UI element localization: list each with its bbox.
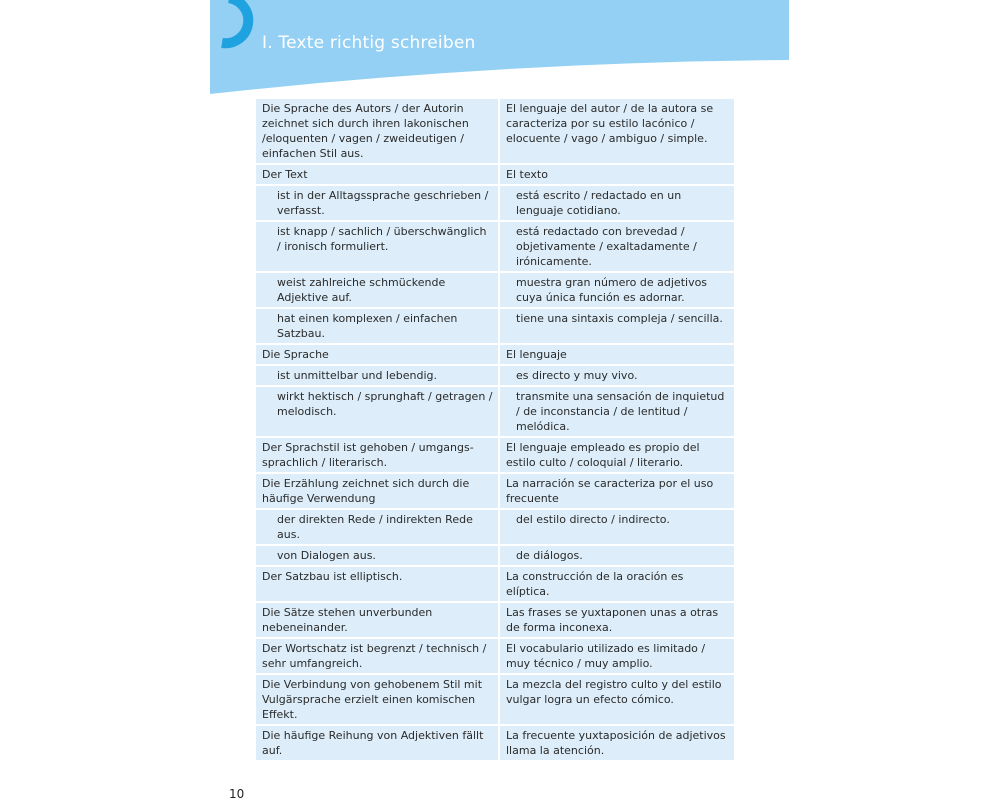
vocabulary-table [256, 99, 734, 762]
german-phrase: ist knapp / sachlich / überschwänglich / ironisch formuliert. [256, 222, 498, 271]
german-phrase: wirkt hektisch / sprunghaft / getragen / melodisch. [256, 387, 498, 436]
spanish-translation: está escrito / redactado en un lenguaje cotidiano. [500, 186, 734, 220]
table-row [256, 165, 734, 184]
spanish-translation: de diálogos. [500, 546, 734, 565]
section-title: I. Texte richtig schreiben [262, 33, 476, 53]
table-row [256, 186, 734, 220]
german-phrase: Die Verbindung von gehobenem Stil mit Vulgärsprache erzielt einen komischen Effekt. [256, 675, 498, 724]
spanish-translation: El vocabulario utilizado es limitado / muy técnico / muy amplio. [500, 639, 734, 673]
header-banner [0, 0, 1000, 110]
table-row [256, 639, 734, 673]
german-phrase: ist unmittelbar und lebendig. [256, 366, 498, 385]
german-phrase: weist zahlreiche schmückende Adjektive auf. [256, 273, 498, 307]
table-row [256, 387, 734, 436]
german-phrase: Die Erzählung zeichnet sich durch die häufige Verwendung [256, 474, 498, 508]
spanish-translation: El lenguaje empleado es propio del estilo culto / coloquial / literario. [500, 438, 734, 472]
spanish-translation: La construcción de la oración es elíptica. [500, 567, 734, 601]
table-row [256, 99, 734, 163]
table-row [256, 273, 734, 307]
table-row [256, 366, 734, 385]
table-row [256, 510, 734, 544]
spanish-translation: La narración se caracteriza por el uso frecuente [500, 474, 734, 508]
spanish-translation: es directo y muy vivo. [500, 366, 734, 385]
table-row [256, 675, 734, 724]
german-phrase: Die Sätze stehen unverbunden nebeneinander. [256, 603, 498, 637]
page-number: 10 [229, 787, 245, 801]
german-phrase: Die Sprache [256, 345, 498, 364]
table-row [256, 726, 734, 760]
spanish-translation: tiene una sintaxis compleja / sencilla. [500, 309, 734, 343]
german-phrase: von Dialogen aus. [256, 546, 498, 565]
german-phrase: hat einen komplexen / einfachen Satzbau. [256, 309, 498, 343]
table-row [256, 222, 734, 271]
german-phrase: Der Text [256, 165, 498, 184]
spanish-translation: El lenguaje [500, 345, 734, 364]
spanish-translation: El texto [500, 165, 734, 184]
table-row [256, 567, 734, 601]
german-phrase: ist in der Alltagssprache geschrieben / verfasst. [256, 186, 498, 220]
german-phrase: Die häufige Reihung von Adjektiven fällt auf. [256, 726, 498, 760]
german-phrase: Die Sprache des Autors / der Autorin zeichnet sich durch ihren lakonischen /eloquenten / vagen / zweideutigen / einfachen Stil aus. [256, 99, 498, 163]
table-row [256, 546, 734, 565]
table-row [256, 309, 734, 343]
table-row [256, 345, 734, 364]
spanish-translation: La mezcla del registro culto y del estilo vulgar logra un efecto cómico. [500, 675, 734, 724]
table-row [256, 474, 734, 508]
spanish-translation: transmite una sensación de inquietud / de inconstancia / de lentitud / melódica. [500, 387, 734, 436]
german-phrase: der direkten Rede / indirekten Rede aus. [256, 510, 498, 544]
german-phrase: Der Satzbau ist elliptisch. [256, 567, 498, 601]
spanish-translation: La frecuente yuxtaposición de adjetivos llama la atención. [500, 726, 734, 760]
spanish-translation: Las frases se yuxtaponen unas a otras de forma inconexa. [500, 603, 734, 637]
german-phrase: Der Wortschatz ist begrenzt / technisch / sehr umfangreich. [256, 639, 498, 673]
german-phrase: Der Sprachstil ist gehoben / umgangs-sprachlich / literarisch. [256, 438, 498, 472]
spanish-translation: El lenguaje del autor / de la autora se caracteriza por su estilo lacónico / elocuente / vago / ambiguo / simple. [500, 99, 734, 163]
spanish-translation: está redactado con brevedad / objetivamente / exaltadamente / irónicamente. [500, 222, 734, 271]
spanish-translation: del estilo directo / indirecto. [500, 510, 734, 544]
table-row [256, 438, 734, 472]
table-row [256, 603, 734, 637]
spanish-translation: muestra gran número de adjetivos cuya única función es adornar. [500, 273, 734, 307]
